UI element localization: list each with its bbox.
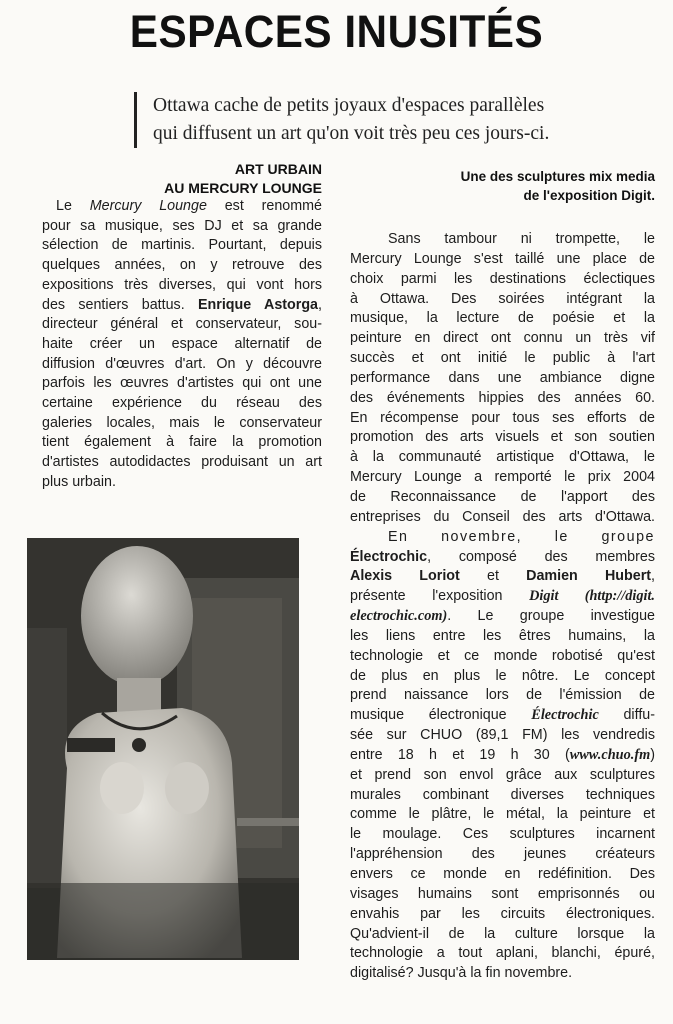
text-line: à la communauté artistique d'Ottawa, le bbox=[350, 449, 655, 466]
left-column bbox=[42, 160, 322, 493]
text-line: choix parmi les destinations éclectiques bbox=[350, 270, 655, 287]
text-line: expositions très diverses, qui vont hors bbox=[42, 276, 322, 293]
deck-line: Ottawa cache de petits joyaux d'espaces parallèles bbox=[153, 95, 545, 116]
text-line: succès et ont initié le public à l'art bbox=[350, 350, 655, 367]
text-line: Mercury Lounge s'est taillé une place de bbox=[350, 250, 655, 267]
text-line: technologie et ce monde robotisé qu'est bbox=[350, 647, 655, 664]
subhead-line: ART URBAIN bbox=[234, 161, 322, 177]
text-line: Alexis Loriot et Damien Hubert, bbox=[350, 568, 656, 585]
sculpture-image bbox=[27, 538, 299, 960]
text-line: le moulage. Ces sculptures incarnent bbox=[350, 826, 655, 843]
subhead bbox=[42, 160, 322, 197]
right-paragraph-1 bbox=[350, 230, 655, 528]
text-line: et prend son envol grâce aux sculptures bbox=[350, 766, 655, 783]
text-line: certaine expérience du réseau des bbox=[42, 395, 322, 412]
left-paragraph bbox=[42, 197, 322, 493]
text-line: murales combinant diverses techniques bbox=[350, 786, 655, 803]
text-line: envers ce monde en redéfinition. Des bbox=[350, 866, 655, 882]
text-line: parfois les œuvres d'artistes qui ont une bbox=[42, 375, 322, 392]
text-line: Le Mercury Lounge est renommé bbox=[56, 198, 323, 214]
text-line: En récompense pour tous ses efforts de bbox=[350, 409, 655, 426]
text-line: musique, la lecture de poésie et la bbox=[350, 310, 655, 327]
text-line: entre 18 h et 19 h 30 (www.chuo.fm) bbox=[350, 746, 655, 763]
text-line: musique électronique Électrochic diffu- bbox=[350, 707, 655, 724]
sculpture-photo bbox=[27, 538, 299, 960]
text-line: Mercury Lounge a remporté le prix 2004 bbox=[350, 469, 655, 486]
text-line: envahis par les circuits électroniques. bbox=[350, 905, 655, 922]
text-line: à Ottawa. Des soirées intégrant la bbox=[350, 290, 655, 307]
text-line: peinture en direct ont connu un très vif bbox=[350, 330, 655, 347]
text-line: des sentiers battus. Enrique Astorga, bbox=[42, 296, 322, 313]
text-line: les liens entre les êtres humains, la bbox=[350, 627, 655, 644]
text-line: présente l'exposition Digit (http://digit. bbox=[350, 588, 655, 605]
text-line: sée sur CHUO (89,1 FM) les vendredis bbox=[350, 727, 655, 744]
text-line: comme le plâtre, le métal, la peinture et bbox=[350, 806, 655, 823]
text-line: d'artistes autodidactes produisant un art bbox=[42, 454, 322, 471]
right-paragraph-2 bbox=[350, 528, 655, 984]
text-line: visages humains sont emprisonnés ou bbox=[350, 885, 655, 902]
text-line: sélection de martinis. Pourtant, depuis bbox=[42, 237, 322, 254]
caption-line: Une des sculptures mix media bbox=[460, 169, 655, 184]
text-line: Électrochic, composé des membres bbox=[350, 548, 655, 565]
text-line: entreprises du Conseil des arts d'Ottawa. bbox=[350, 508, 655, 525]
text-line: pour sa musique, ses DJ et sa grande bbox=[42, 217, 322, 234]
text-line: des événements hippies des années 60. bbox=[350, 389, 655, 406]
text-line: electrochic.com). Le groupe investigue bbox=[350, 608, 655, 625]
text-line: performance dans une ambiance digne bbox=[350, 369, 655, 386]
text-line: prend naissance lors de l'émission de bbox=[350, 687, 655, 704]
text-line: digitalisé? Jusqu'à la fin novembre. bbox=[350, 965, 573, 982]
text-line: quelques années, on y retrouve des bbox=[42, 257, 322, 274]
text-line: plus urbain. bbox=[42, 473, 116, 490]
deck-line: qui diffusent un art qu'on voit très peu ces jours-ci. bbox=[153, 123, 550, 144]
text-line: promotion des arts visuels et son soutien bbox=[350, 429, 655, 446]
right-column bbox=[350, 230, 655, 984]
text-line: l'appréhension des jeunes créateurs bbox=[350, 846, 655, 863]
text-line: de plus en plus le nôtre. Le concept bbox=[350, 667, 655, 684]
photo-caption bbox=[345, 168, 655, 205]
headline: ESPACES INUSITÉS bbox=[129, 6, 544, 57]
text-line: diffusion d'œuvres d'art. On y découvre bbox=[42, 355, 322, 372]
text-line: de Reconnaissance de l'apport des bbox=[350, 488, 655, 505]
text-line: tient également à faire la promotion bbox=[42, 434, 322, 451]
text-line: technologie a tout aplani, blanchi, épuré, bbox=[350, 945, 655, 962]
text-line: galeries locales, mais le conservateur bbox=[42, 414, 322, 431]
text-line: En novembre, le groupe bbox=[388, 528, 655, 545]
text-line: Sans tambour ni trompette, le bbox=[388, 231, 655, 247]
caption-line: de l'exposition Digit. bbox=[523, 187, 655, 203]
text-line: haite créer un espace alternatif de bbox=[42, 335, 322, 352]
subhead-line: AU MERCURY LOUNGE bbox=[164, 179, 322, 196]
text-line: directeur général et conservateur, sou- bbox=[42, 316, 322, 333]
text-line: Qu'advient-il de la culture lorsque la bbox=[350, 925, 655, 942]
deck bbox=[134, 92, 673, 148]
